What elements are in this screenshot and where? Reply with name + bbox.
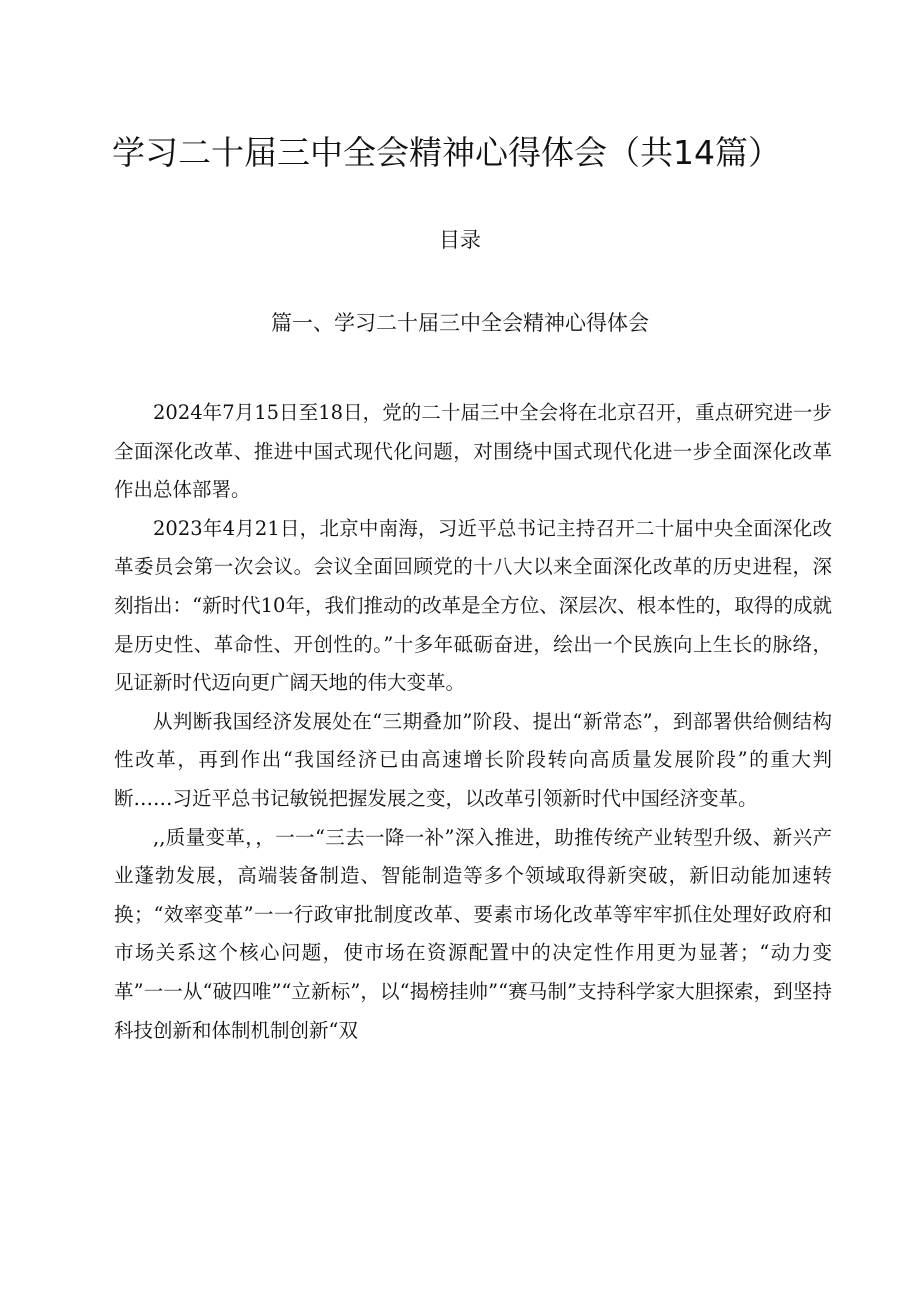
body-text [114, 394, 832, 1050]
toc-heading: 目录 [439, 228, 481, 252]
paragraph: 从判断我国经济发展处在“三期叠加”阶段、提出“新常态”，到部署供给侧结构性改革，再到作出“我国经济已由高速增长阶段转向高质量发展阶段”的重大判断……习近平总书记敏锐把握发展之变，以改革引领新时代中国经济变革。 [114, 709, 832, 810]
paragraph: ,,质量变革，，一一“三去一降一补”深入推进，助推传统产业转型升级、新兴产业蓬勃发展，高端装备制造、智能制造等多个领域取得新突破，新旧动能加速转换；“效率变革”一一行政审批制度改革、要素市场化改革等牢牢抓住处理好政府和市场关系这个核心问题，使市场在资源配置中的决定性作用更为显著；“动力变革”一一从“破四唯”“立新标”，以“揭榜挂帅”“赛马制”支持科学家大胆探索，到坚持科技创新和体制机制创新“双 [114, 825, 832, 1042]
paragraph: 2024年7月15日至18日，党的二十届三中全会将在北京召开，重点研究进一步全面深化改革、推进中国式现代化问题，对围绕中国式现代化进一步全面深化改革作出总体部署。 [114, 401, 832, 502]
paragraph: 2023年4月21日，北京中南海，习近平总书记主持召开二十届中央全面深化改革委员会第一次会议。会议全面回顾党的十八大以来全面深化改革的历史进程，深刻指出：“新时代10年，我们推动的改革是全方位、深层次、根本性的，取得的成就是历史性、革命性、开创性的。”十多年砥砺奋进，绘出一个民族向上生长的脉络，见证新时代迈向更广阔天地的伟大变革。 [114, 516, 832, 695]
section-title: 篇一、学习二十届三中全会精神心得体会 [271, 311, 649, 335]
document-title: 学习二十届三中全会精神心得体会（共14篇） [112, 133, 781, 172]
